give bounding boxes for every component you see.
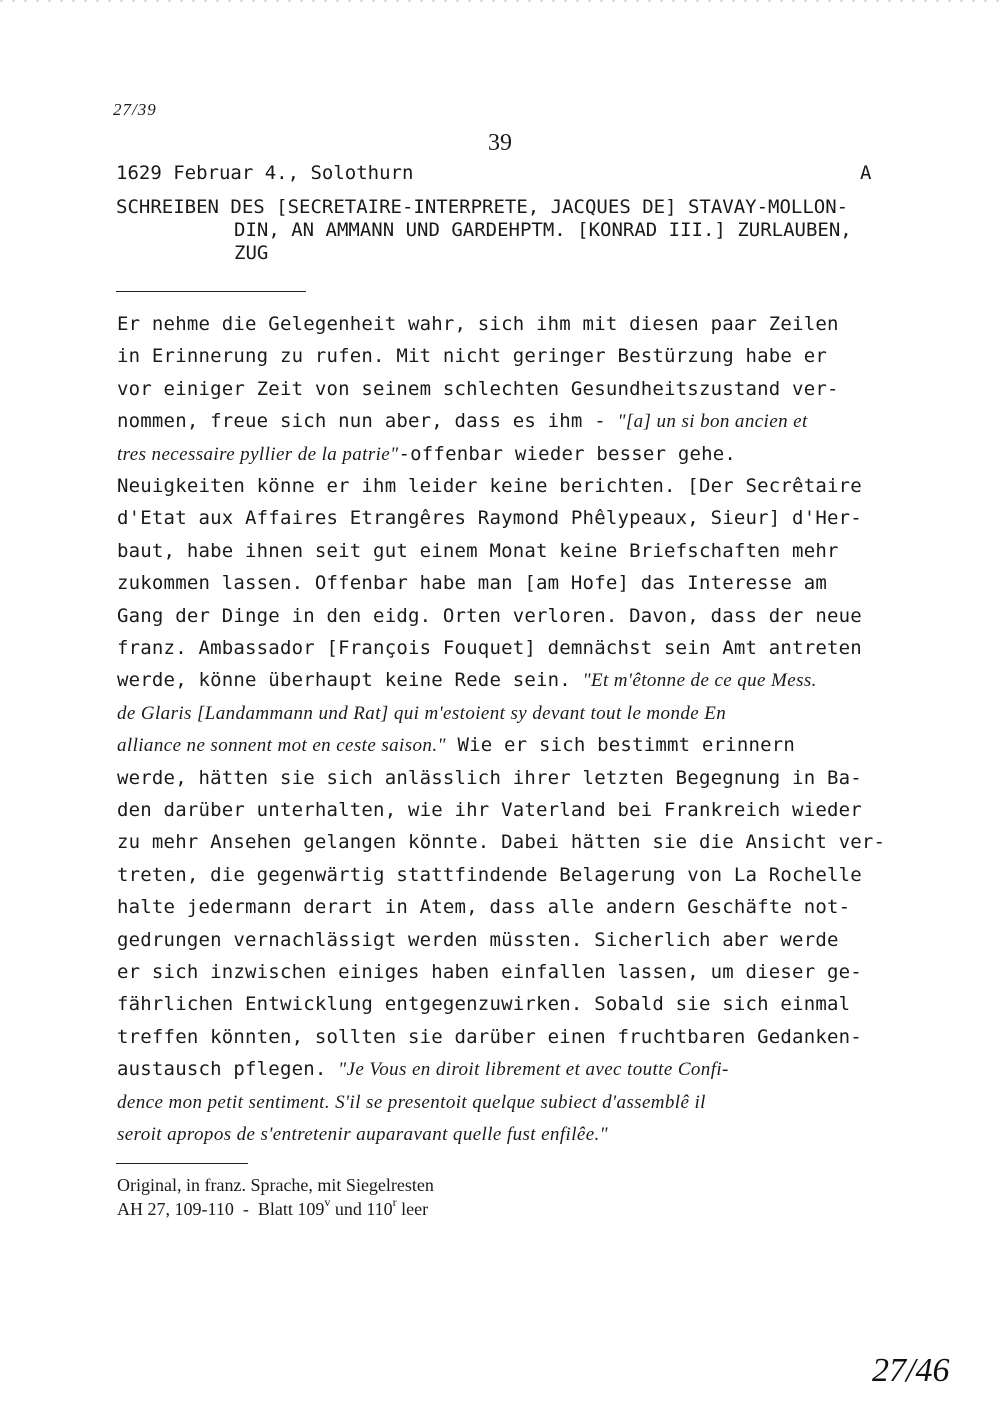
body-line <box>117 961 862 983</box>
french-quotation: "[a] un si bon ancien et <box>617 411 808 433</box>
body-line <box>117 1026 862 1048</box>
french-quotation: de Glaris [Landammann und Rat] qui m'estoient sy devant tout le monde En <box>117 702 727 724</box>
body-text-segment: nommen, freue sich nun aber, dass es ihm - <box>117 410 618 433</box>
body-line <box>117 734 795 757</box>
french-quotation: tres necessaire pyllier de la patrie" <box>117 443 399 465</box>
body-text-segment: gedrungen vernachlässigt werden müssten. Sicherlich aber werde <box>117 928 839 951</box>
date-place-line: 1629 Februar 4., Solothurn <box>116 162 414 184</box>
body-text-segment: d'Etat aux Affaires Etrangêres Raymond Phêlypeaux, Sieur] d'Her- <box>117 507 862 530</box>
body-text-segment: fährlichen Entwicklung entgegenzuwirken. Sobald sie sich einmal <box>117 993 851 1016</box>
body-line <box>117 702 726 725</box>
body-text-segment: halte jedermann derart in Atem, dass alle andern Geschäfte not- <box>117 896 851 919</box>
body-line <box>117 345 827 367</box>
french-quotation: "Et m'êtonne de ce que Mess. <box>582 670 817 692</box>
body-line <box>117 1091 706 1114</box>
scan-edge-marks <box>0 0 1000 6</box>
body-line <box>117 540 839 562</box>
body-line <box>117 637 862 659</box>
body-text-segment: franz. Ambassador [François Fouquet] demnächst sein Amt antreten <box>117 637 862 659</box>
body-line <box>117 572 827 594</box>
body-line <box>117 669 817 692</box>
french-quotation: dence mon petit sentiment. S'il se presentoit quelque subiect d'assemblê il <box>117 1091 706 1113</box>
body-line <box>117 767 862 789</box>
body-text-segment: Wie er sich bestimmt erinnern <box>445 734 796 757</box>
body-text-segment: baut, habe ihnen seit gut einem Monat keine Briefschaften mehr <box>117 539 839 562</box>
body-line <box>117 864 862 886</box>
body-text-segment: werde, hätten sie sich anlässlich ihrer letzten Begegnung in Ba- <box>117 766 862 789</box>
body-text-segment: treffen könnten, sollten sie darüber einen fruchtbaren Gedanken- <box>117 1025 862 1048</box>
archive-reference: AH 27, 109-110 - Blatt 109$^v$ und 110$^r$ leer <box>117 1195 429 1219</box>
body-text-segment: in Erinnerung zu rufen. Mit nicht geringer Bestürzung habe er <box>117 345 827 368</box>
body-line <box>117 605 862 627</box>
body-line <box>117 929 839 951</box>
body-line <box>117 993 850 1015</box>
body-line <box>117 507 862 529</box>
source-note: Original, in franz. Sprache, mit Siegelresten <box>117 1175 434 1195</box>
body-text-segment: Neuigkeiten könne er ihm leider keine berichten. [Der Secrêtaire <box>117 475 862 497</box>
body-text-segment: werde, könne überhaupt keine Rede sein. <box>117 669 583 692</box>
body-text-segment: Er nehme die Gelegenheit wahr, sich ihm mit diesen paar Zeilen <box>117 313 839 335</box>
heading-line: SCHREIBEN DES [SECRETAIRE-INTERPRETE, JACQUES DE] STAVAY-MOLLON- <box>116 196 849 218</box>
body-line <box>117 799 862 821</box>
body-text-segment: zu mehr Ansehen gelangen könnte. Dabei hätten sie die Ansicht ver- <box>117 831 886 854</box>
body-line <box>117 831 885 853</box>
body-text-segment: treten, die gegenwärtig stattfindende Belagerung von La Rochelle <box>117 863 862 886</box>
body-text-segment: den darüber unterhalten, wie ihr Vaterland bei Frankreich wieder <box>117 799 862 821</box>
heading-line: ZUG <box>234 242 269 264</box>
body-text-segment: vor einiger Zeit von seinem schlechten Gesundheitszustand ver- <box>117 377 839 400</box>
body-text-segment: Gang der Dinge in den eidg. Orten verloren. Davon, dass der neue <box>117 604 862 627</box>
heading-divider <box>116 291 306 292</box>
section-letter: A <box>860 162 872 184</box>
body-line <box>117 896 850 918</box>
body-line <box>117 410 808 433</box>
body-line <box>117 1123 608 1146</box>
page-number: 39 <box>488 130 512 156</box>
body-text-segment: er sich inzwischen einiges haben einfallen lassen, um dieser ge- <box>117 961 862 983</box>
french-quotation: seroit apropos de s'entretenir auparavant quelle fust enfilêe." <box>117 1124 609 1145</box>
document-reference: 27/39 <box>113 100 157 119</box>
body-text-segment: zukommen lassen. Offenbar habe man [am Hofe] das Interesse am <box>117 572 827 595</box>
body-line <box>117 313 839 335</box>
footnote-divider <box>116 1163 248 1164</box>
handwritten-page-note: 27/46 <box>872 1352 950 1389</box>
body-line <box>117 1058 729 1081</box>
heading-line: DIN, AN AMMANN UND GARDEHPTM. [KONRAD III.] ZURLAUBEN, <box>234 219 852 241</box>
body-text-segment: -offenbar wieder besser gehe. <box>398 442 737 465</box>
french-quotation: alliance ne sonnent mot en ceste saison." <box>117 735 446 757</box>
body-line <box>117 475 862 497</box>
french-quotation: "Je Vous en diroit librement et avec toutte Confi- <box>338 1059 729 1081</box>
body-line <box>117 443 736 466</box>
body-line <box>117 378 839 400</box>
body-text-segment: austausch pflegen. <box>117 1058 339 1081</box>
